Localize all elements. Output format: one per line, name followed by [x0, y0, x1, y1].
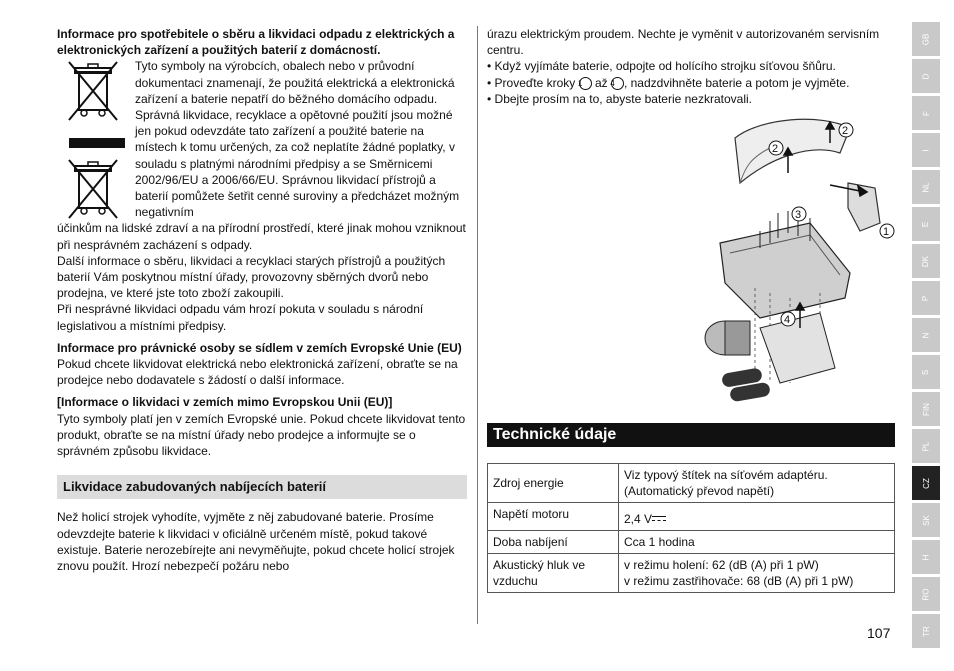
heading-outside-eu: [Informace o likvidaci v zemích mimo Evropskou Unii (EU)]	[57, 395, 393, 410]
language-tab-ro[interactable]: RO	[912, 577, 940, 611]
language-tab-tr[interactable]: TR	[912, 614, 940, 648]
language-tab-s[interactable]: S	[912, 355, 940, 389]
paragraph-proper-disposal-cont: účinkům na lidské zdraví a na přírodní prostředí, které jinak mohou vzniknout při nesprávném zacházení s odpady.	[57, 221, 466, 252]
language-tab-pl[interactable]: PL	[912, 429, 940, 463]
spec-value: Viz typový štítek na síťovém adaptéru. (Automatický převod napětí)	[619, 464, 895, 503]
table-row	[488, 464, 895, 503]
language-tab-i[interactable]: I	[912, 133, 940, 167]
diagram-step-3: 3	[795, 209, 802, 221]
bullet-steps: • Proveďte kroky 1 až 4 , nadzdvihněte baterie a potom je vyjměte.	[487, 75, 850, 90]
specs-table	[487, 463, 895, 593]
paragraph-symbols: Tyto symboly na výrobcích, obalech nebo v průvodní dokumentaci znamenají, že použitá elektrická a elektronická zařízení a baterie nepatří do běžného domácího odpadu.	[135, 59, 455, 106]
diagram-step-2a: 2	[772, 143, 779, 155]
spec-key: Zdroj energie	[488, 464, 619, 503]
diagram-step-1: 1	[883, 226, 890, 238]
paragraph-battery-removal: Než holicí strojek vyhodíte, vyjměte z něj zabudované baterie. Prosíme odevzdejte baterie k likvidaci v oficiálně určeném místě, pokud takové existuje. Baterie nerozebírejte ani nevyměňujte, pokud chcete holicí strojek znovu použít. Hrozí nebezpečí požáru nebo	[57, 510, 455, 574]
column-divider	[477, 26, 478, 624]
language-tab-dk[interactable]: DK	[912, 244, 940, 278]
language-tabs	[912, 22, 940, 651]
paragraph-business-disposal: Pokud chcete likvidovat elektrická nebo elektronická zařízení, obraťte se na prodejce nebo dodavatele s žádostí o další informace.	[57, 357, 458, 388]
dc-symbol-icon	[652, 516, 666, 523]
step-number: 1	[579, 77, 592, 90]
section-title: Technické údaje	[487, 423, 895, 447]
paragraph-more-info: Další informace o sběru, likvidaci a recyklaci starých přístrojů a použitých baterií Vám poskytnou místní úřady, provozovny sběrných dvorů nebo prodejna, ve které jste toto zboží zakoupili.	[57, 253, 446, 301]
bullet-unplug: • Když vyjímáte baterie, odpojte od holícího strojku síťovou šňůru.	[487, 59, 836, 74]
language-tab-f[interactable]: F	[912, 96, 940, 130]
diagram-step-2b: 2	[842, 125, 849, 137]
table-row	[488, 531, 895, 554]
table-row	[488, 503, 895, 531]
table-row	[488, 554, 895, 593]
spec-key: Doba nabíjení	[488, 531, 619, 554]
heading-business-users: Informace pro právnické osoby se sídlem v zemích Evropské Unie (EU)	[57, 340, 462, 355]
left-column	[57, 26, 467, 574]
paragraph-outside-eu: Tyto symboly platí jen v zemích Evropské unie. Pokud chcete likvidovat tento produkt, obraťte se na místní úřady nebo prodejce a informujte se o správném způsobu likvidace.	[57, 411, 466, 459]
language-tab-e[interactable]: E	[912, 207, 940, 241]
paragraph-penalty: Při nesprávné likvidaci odpadu vám hrozí pokuta v souladu s národní legislativou a místními předpisy.	[57, 302, 424, 333]
bullet-short-circuit: • Dbejte prosím na to, abyste baterie nezkratovali.	[487, 91, 753, 106]
language-tab-nl[interactable]: NL	[912, 170, 940, 204]
technical-data-section	[487, 423, 895, 593]
language-tab-d[interactable]: D	[912, 59, 940, 93]
language-tab-cz[interactable]: CZ	[912, 466, 940, 500]
diagram-step-4: 4	[784, 314, 791, 326]
spec-key: Akustický hluk ve vzduchu	[488, 554, 619, 593]
paragraph-proper-disposal: Správná likvidace, recyklace a opětovné použití jsou možné jen pokud odevzdáte tato zařízení a použité baterie na místech k tomu určených, za což neplatíte žádné poplatky, v souladu s platnými národními předpisy a se Směrnicemi 2002/96/EU a 2006/66/EU. Správnou likvidací přístrojů a baterií pomůžete šetřit cenné suroviny a předcházet možným negativním	[135, 108, 460, 220]
language-tab-n[interactable]: N	[912, 318, 940, 352]
paragraph-electric-shock: úrazu elektrickým proudem. Nechte je vyměnit v autorizovaném servisním centru.	[487, 27, 880, 58]
right-column	[487, 26, 895, 107]
language-tab-p[interactable]: P	[912, 281, 940, 315]
language-tab-sk[interactable]: SK	[912, 503, 940, 537]
step-number: 4	[611, 77, 624, 90]
disassembly-illustration	[700, 113, 900, 413]
language-tab-gb[interactable]: GB	[912, 22, 940, 56]
language-tab-fin[interactable]: FIN	[912, 392, 940, 426]
spec-value: Cca 1 hodina	[619, 531, 895, 554]
spec-value: v režimu holení: 62 (dB (A) při 1 pW) v režimu zastřihovače: 68 (dB (A) při 1 pW)	[619, 554, 895, 593]
heading-consumer-info: Informace pro spotřebitele o sběru a likvidaci odpadu z elektrických a elektronických zařízení a použitých baterií z domácností.	[57, 27, 455, 58]
spec-key: Napětí motoru	[488, 503, 619, 531]
subheading-battery-removal: Likvidace zabudovaných nabíjecích baterií	[57, 475, 467, 499]
page-number: 107	[867, 625, 891, 641]
language-tab-h[interactable]: H	[912, 540, 940, 574]
spec-value: 2,4 V	[619, 503, 895, 531]
